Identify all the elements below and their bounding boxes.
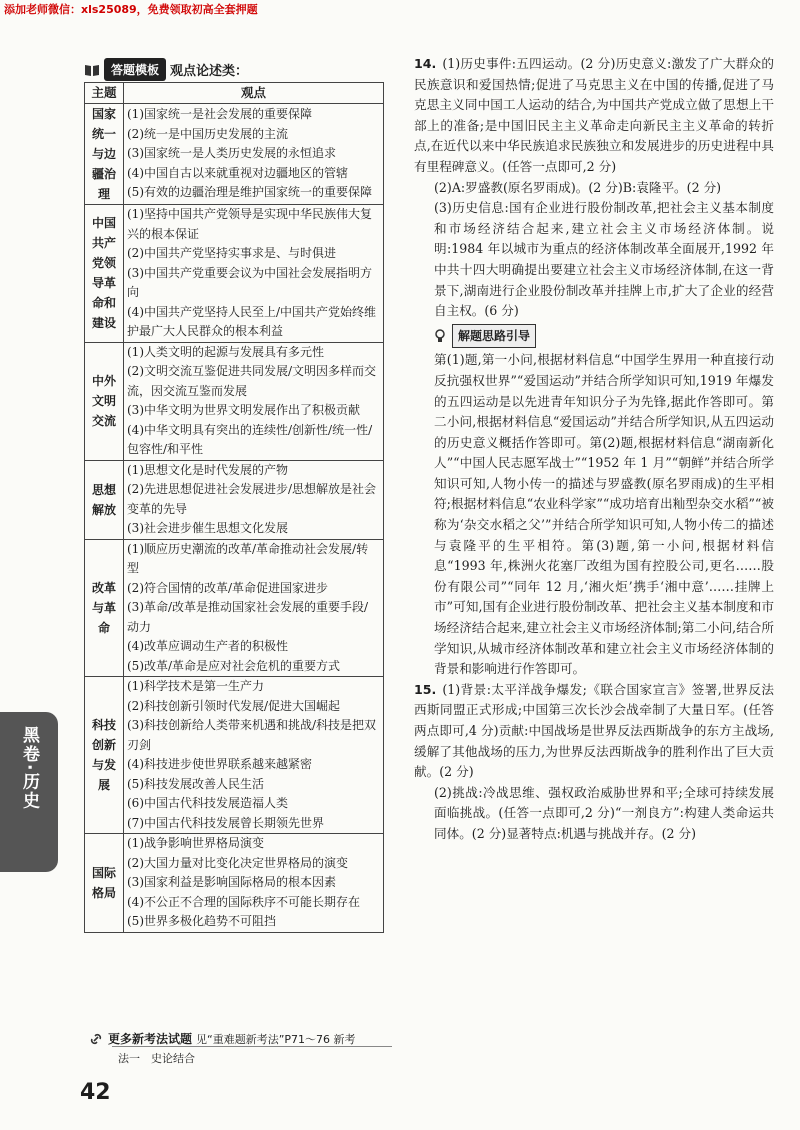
- side-tab-label: 黑卷·历史: [19, 726, 39, 811]
- view-item: (2)文明交流互鉴促进共同发展/文明因多样而交流，因交流互鉴而发展: [127, 364, 377, 398]
- book-icon: [84, 62, 100, 78]
- analysis-header: [432, 324, 774, 349]
- theme-cell: 改革与革命: [85, 539, 124, 677]
- table-row: [85, 104, 384, 205]
- watermark-text: 添加老师微信：xls25089，免费领取初高全套押题: [4, 3, 258, 16]
- q14-part1-text: (1)历史事件:五四运动。(2 分)历史意义:激发了广大群众的民族意识和爱国热情;促进了马克思主义在中国的传播,促进了马克思主义同中国工人运动的结合,为中国共产党成立做了思想上干部上的准备;是中国旧民主主义革命走向新民主主义革命的转折点,在近代以来中华民族追求民族独立和发展进步的历史进程中具有里程碑意义。(任答一点即可,2 分): [414, 56, 774, 174]
- template-heading: 观点论述类：: [170, 64, 249, 79]
- view-item: (2)科技创新引领时代发展/促进大国崛起: [127, 698, 341, 713]
- view-item: (2)大国力量对比变化决定世界格局的演变: [127, 855, 348, 870]
- q14-part2: (2)A:罗盛教(原名罗雨成)。(2 分)B:袁隆平。(2 分): [434, 179, 722, 195]
- view-item: (4)中华文明具有突出的连续性/创新性/统一性/包容性/和平性: [127, 422, 373, 456]
- table-row: [85, 342, 384, 460]
- q14-part1: [414, 54, 774, 178]
- table-row: [85, 460, 384, 539]
- view-item: (1)坚持中国共产党领导是实现中华民族伟大复兴的根本保证: [127, 207, 372, 241]
- table-row: [85, 834, 384, 933]
- view-item: (4)中国共产党坚持人民至上/中国共产党始终维护最广大人民群众的根本利益: [127, 304, 377, 338]
- view-item: (3)中华文明为世界文明发展作出了积极贡献: [127, 403, 360, 417]
- view-item: (4)科技进步使世界联系越来越紧密: [127, 757, 312, 771]
- divider: [112, 1046, 392, 1047]
- view-item: (5)有效的边疆治理是维护国家统一的重要保障: [127, 185, 372, 200]
- q15-part1: [414, 680, 774, 783]
- more-ref: 见“重难题新考法”P71～76 新考: [196, 1032, 356, 1046]
- view-item: (1)国家统一是社会发展的重要保障: [127, 107, 312, 122]
- view-item: (1)战争影响世界格局演变: [127, 836, 264, 850]
- view-item: (3)中国共产党重要会议为中国社会发展指明方向: [127, 265, 372, 299]
- theme-cell: 中国共产党领导革命和建设: [85, 205, 124, 343]
- more-label: 更多新考法试题: [108, 1032, 193, 1046]
- column-header-theme: 主题: [85, 83, 124, 104]
- view-cell: [124, 677, 384, 834]
- view-cell: [124, 460, 384, 539]
- q14-number: 14.: [414, 56, 437, 71]
- view-cell: [124, 539, 384, 677]
- answer-column: [414, 54, 774, 845]
- view-item: (5)世界多极化趋势不可阻挡: [127, 914, 276, 928]
- table-row: [85, 677, 384, 834]
- view-item: (3)革命/改革是推动国家社会发展的重要手段/动力: [127, 600, 369, 634]
- more-questions: [88, 1030, 356, 1047]
- view-item: (6)中国古代科技发展造福人类: [127, 796, 288, 810]
- view-item: (3)国家统一是人类历史发展的永恒追求: [127, 146, 336, 161]
- template-header: [84, 58, 248, 81]
- template-badge: 答题模板: [104, 58, 166, 81]
- view-item: (1)科学技术是第一生产力: [127, 679, 264, 693]
- view-item: (1)思想文化是时代发展的产物: [127, 462, 288, 477]
- table-row: [85, 205, 384, 343]
- q15-part2: (2)挑战:冷战思维、强权政治威胁世界和平;全球可持续发展面临挑战。(任答一点即可,2 分)“一剂良方”:构建人类命运共同体。(2 分)显著特点:机遇与挑战并存。(2 分): [434, 784, 774, 841]
- page-number: 42: [80, 1080, 111, 1105]
- link-icon: [88, 1031, 104, 1047]
- view-item: (7)中国古代科技发展曾长期领先世界: [127, 815, 324, 830]
- view-item: (5)改革/革命是应对社会危机的重要方式: [127, 658, 341, 673]
- analysis-badge: 解题思路引导: [452, 324, 536, 349]
- analysis-text: 第(1)题,第一小问,根据材料信息“中国学生界用一种直接行动反抗强权世界”“爱国运动”并结合所学知识可知,1919 年爆发的五四运动是以先进青年知识分子为先锋,据此作答即可。第二小问,根据材料信息“爱国运动”并结合所学知识,从五四运动的历史意义概括作答即可。第(2)题,根据材料信息“湖南新化人”“中国人民志愿军战士”“1952 年 1 月”“朝鲜”并结合所学知识可知,人物小传一的描述与罗盛教(原名罗雨成)的生平相符;根据材料信息“农业科学家”“成功培育出籼型杂交水稻”“被称为‘杂交水稻之父’”并结合所学知识可知,人物小传二的描述与袁隆平的生平相符。第(3)题,第一小问,根据材料信息“1993 年,株洲火花塞厂改组为国有控股公司,更名……股份有限公司”“同年 12 月,‘湘火炬’携手‘湘中意’……挂牌上市”可知,国有企业进行股份制改革、把社会主义基本制度和市场经济结合起来,建立社会主义市场经济体制;第二小问,结合所学知识,从城市经济体制改革和建立社会主义市场经济体制的背景和影响进行作答即可。: [434, 352, 774, 677]
- lightbulb-icon: [432, 328, 448, 344]
- view-item: (4)改革应调动生产者的积极性: [127, 639, 288, 653]
- side-tab: [0, 712, 58, 872]
- theme-cell: 国家统一与边疆治理: [85, 104, 124, 205]
- theme-cell: 中外文明交流: [85, 342, 124, 460]
- q15-part1-text: (1)背景:太平洋战争爆发;《联合国家宣言》签署,世界反法西斯同盟正式形成;中国第三次长沙会战牵制了大量日军。(任答两点即可,4 分)贡献:中国战场是世界反法西斯战争的东方主战场,缓解了其他战场的压力,为世界反法西斯战争的胜利作出了巨大贡献。(2 分): [414, 681, 774, 780]
- more-sub: 法一 史论结合: [118, 1052, 195, 1065]
- column-header-view: 观点: [124, 83, 384, 104]
- view-item: (2)统一是中国历史发展的主流: [127, 126, 288, 141]
- view-cell: [124, 834, 384, 933]
- view-cell: [124, 104, 384, 205]
- view-item: (4)中国自古以来就重视对边疆地区的管辖: [127, 165, 348, 180]
- theme-cell: 思想解放: [85, 460, 124, 539]
- view-item: (3)国家利益是影响国际格局的根本因素: [127, 875, 336, 889]
- view-cell: [124, 342, 384, 460]
- view-item: (3)社会进步催生思想文化发展: [127, 521, 288, 535]
- view-item: (2)中国共产党坚持实事求是、与时俱进: [127, 246, 336, 260]
- template-table: [84, 82, 384, 933]
- view-cell: [124, 205, 384, 343]
- view-item: (5)科技发展改善人民生活: [127, 776, 264, 791]
- view-item: (3)科技创新给人类带来机遇和挑战/科技是把双刃剑: [127, 718, 377, 752]
- theme-cell: 科技创新与发展: [85, 677, 124, 834]
- q15-number: 15.: [414, 681, 437, 697]
- view-item: (1)人类文明的起源与发展具有多元性: [127, 344, 324, 359]
- view-item: (1)顺应历史潮流的改革/革命推动社会发展/转型: [127, 541, 369, 575]
- view-item: (4)不公正不合理的国际秩序不可能长期存在: [127, 894, 360, 909]
- theme-cell: 国际格局: [85, 834, 124, 933]
- view-item: (2)符合国情的改革/革命促进国家进步: [127, 580, 329, 595]
- q14-part3: (3)历史信息:国有企业进行股份制改革,把社会主义基本制度和市场经济结合起来,建立社会主义市场经济体制。说明:1984 年以城市为重点的经济体制改革全面展开,1992 年中共十四大明确提出要建立社会主义市场经济体制,在这一背景下,湖南进行企业股份制改革并挂牌上市,扩大了企业的经营自主权。(6 分): [434, 200, 774, 319]
- table-row: [85, 539, 384, 677]
- view-item: (2)先进思想促进社会发展进步/思想解放是社会变革的先导: [127, 482, 377, 516]
